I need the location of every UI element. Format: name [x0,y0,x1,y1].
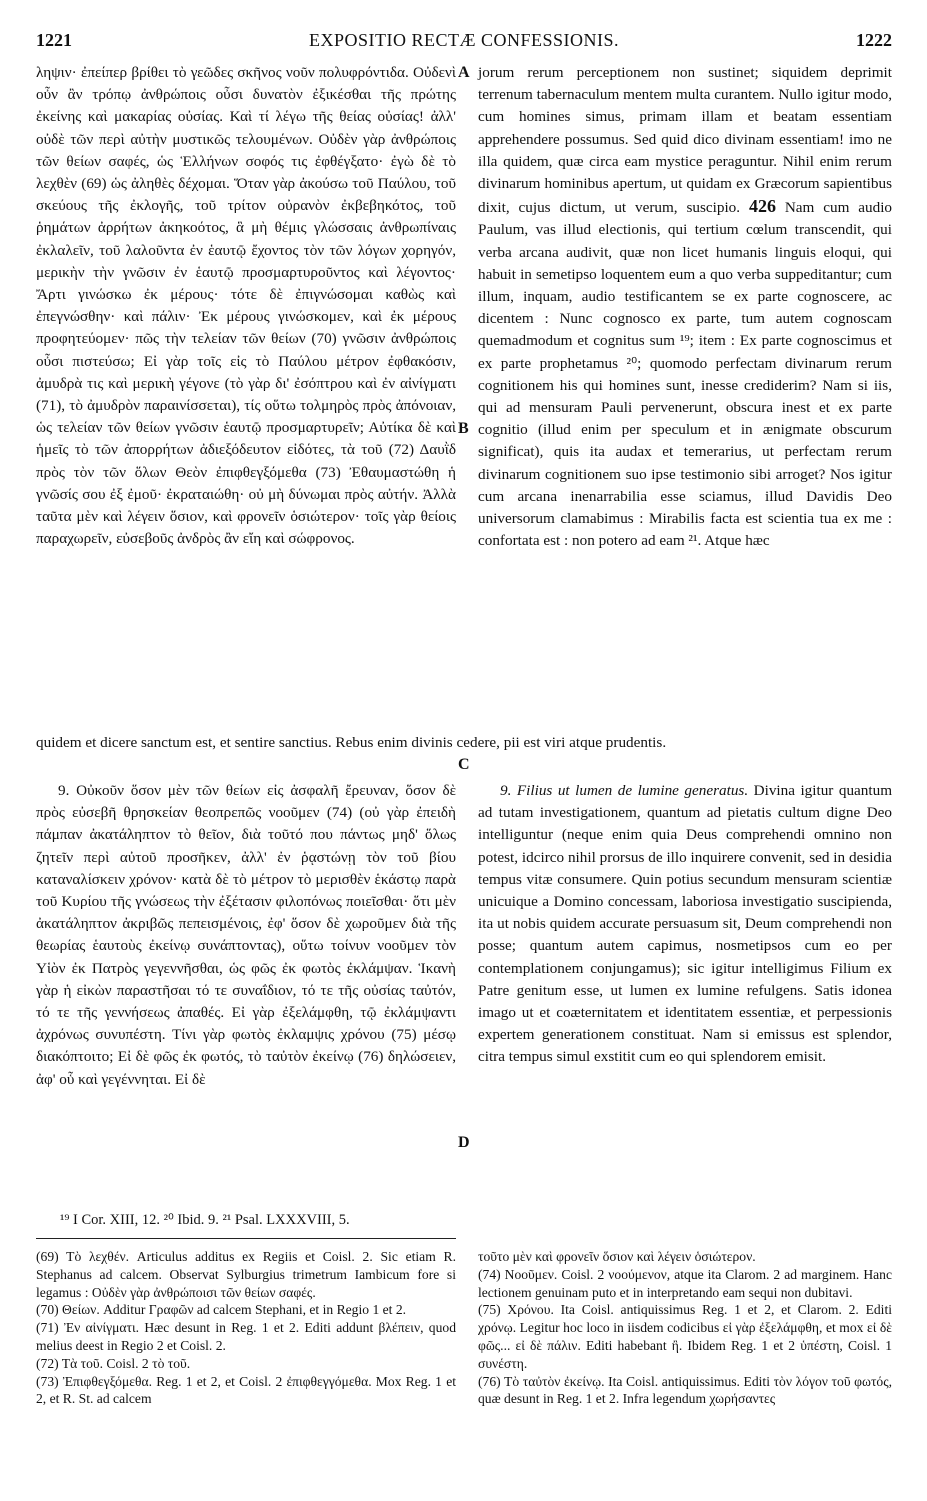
margin-letter-c: C [458,756,470,773]
notes-column-left [36,1248,456,1408]
latin-paragraph-bottom [478,780,892,1069]
margin-letter-d: D [458,1134,470,1151]
column-number-marker: 426 [748,196,776,217]
scripture-references: ¹⁹ I Cor. XIII, 12. ²⁰ Ibid. 9. ²¹ Psal. LXXXVIII, 5. [60,1212,350,1228]
note-75: (75) Χρόνου. Ita Coisl. antiquissimus Reg. 1 et 2, et Clarom. 2. Editi χρόνῳ. Legitur hoc loco in iisdem codicibus εἰ γὰρ ἐξελάμφθη, et mox εἰ δὲ φῶς... εἰ δὲ πάλιν. Editi habebant ἢ. Ibidem Reg. 1 et 2 ὑπέστη, Coisl. 1 συνέστη. [478,1302,892,1371]
latin-paragraph-top [478,62,892,552]
greek-paragraph-bottom: 9. Οὐκοῦν ὅσον μὲν τῶν θείων εἰς ἀσφαλῆ ἔρευναν, ὅσον δὲ πρὸς εὐσεβῆ θρησκείαν θεοπρεπῶς νοοῦμεν (74) (οὐ γὰρ ἐπειδὴ πάμπαν ἀκατάληπτον τὸ θεῖον, διὰ τοῦτό που πάντως μηδ' ὅλως ζητεῖν περὶ αὐτοῦ προσῆκεν, ἀλλ' ἐν ῥᾳστώνῃ τὸν τοῦ βίου καταναλίσκειν χρόνον· κατὰ δὲ τὸ μέτρον τὸ μερισθὲν ἑκάστῳ παρὰ τοῦ Κυρίου τῆς γνώσεως τὴν ἐξέτασιν φιλοπόνως ποιεῖσθαι· ὅτι μὲν ἀκατάληπτον ἀκριβῶς πεπεισμένοις, ἐφ' ὅσον δὲ χωροῦμεν διὰ τῆς θεωρίας ἑαυτοὺς ἐκείνῳ συνάπτοντας), οὕτω τοίνυν νοοῦμεν τὸν Υἱὸν ἐκ Πατρὸς γεγεννῆσθαι, ὡς φῶς ἐκ φωτὸς ἐκλάμψαν. Ἱκανὴ γὰρ ἡ εἰκὼν παραστῆσαι τό τε συναΐδιον, τό τε τῆς οὐσίας ταὐτόν, τό τε τῆς γεννήσεως ἀπαθές. Εἰ γὰρ ἐξελάμφθη, τῷ ἐκλάμψαντι ἀχρόνως συνυπέστη. Τίνι γὰρ φωτὸς ἐκλαμψις χρόνου (75) μέσῳ διακόπτοιτο; Εἰ δὲ φῶς ἐκ φωτός, τὸ ταὐτὸν ἐκείνῳ (76) δηλώσειεν, ἀφ' οὗ καὶ γεγέννηται. Εἰ δὲ [36,782,456,1088]
greek-column-top [36,62,456,550]
note-73: (73) Ἐπιφθεγξόμεθα. Reg. 1 et 2, et Coisl. 2 ἐπιφθεγγόμεθα. Mox Reg. 1 et 2, et R. St. ad calcem [36,1373,456,1407]
running-title: EXPOSITIO RECTÆ CONFESSIONIS. [308,30,620,50]
page-number-left: 1221 [36,30,72,50]
greek-column-bottom [36,780,456,1091]
latin-column-bottom [478,780,892,1069]
latin-text-part1: jorum rerum perceptionem non sustinet; siquidem deprimit terrenum tabernaculum mentem multa curantem. Nullo igitur modo, cum homines simus, primam illam et beatam essentiam apprehendere possumus. Sed quid dico divinam essentiam! imo ne illa quidem, quæ circa eam mystice peraguntur. Nihil enim rerum divinarum hominibus apertum, ut quidam ex Græcorum sapientibus dixit, cujus dictum, ut verum, suscipio. [478,64,892,217]
latin-full-width-line: quidem et dicere sanctum est, et sentire sanctius. Rebus enim divinis cedere, pii est viri atque prudentis. [36,734,667,751]
note-72: (72) Τὰ τοῦ. Coisl. 2 τὸ τοῦ. [36,1355,191,1371]
note-69: (69) Τὸ λεχθέν. Articulus additus ex Regiis et Coisl. 2. Sic etiam R. Stephanus ad calcem. Observat Sylburgius trimetrum Iambicum fore si legamus : Οὐδὲν γὰρ ἀνθρώποισι τῶν θείων σαφές. [36,1249,456,1300]
latin-text-part2: Nam cum audio Paulum, vas illud electionis, qui tertium cœlum transcendit, qui verba arcana audivit, quæ non licet humanis linguis eloqui, qui habuit in semetipso loquentem eum a quo verba suppeditantur; cum illum, inquam, audio testificantem se ex parte cognoscere, ac dicentem : Nunc cognosco ex parte, tum autem cognoscam quemadmodum et cognitus sum ¹⁹; item : Ex parte cognoscimus et ex parte prophetamus ²⁰; quomodo perfectam divinarum rerum cognitionem his qui homines sunt, inesse crediderim? Nam si iis, qui ad mensuram Pauli pervenerunt, obscura inest et ex parte cognitio (illud enim per speculum et in ænigmate obscurum significat), quis ita audax et temerarius, ut perfectam rerum divinarum cognitionem suo ipse testimonio sibi arroget? Nos igitur cum arcana inenarrabilia esse sciamus, illud Davidis Deo universorum clamabimus : Mirabilis facta est scientia tua ex me : confortata est : non potero ad eam ²¹. Atque hæc [478,199,893,550]
page-header [36,30,892,56]
page-number-right: 1222 [856,30,892,50]
note-74: (74) Νοοῦμεν. Coisl. 2 νοούμενον, atque ita Clarom. 2 ad marginem. Hanc lectionem genuinam puto et in interpretando eam sequi non dubitavi. [478,1266,892,1300]
margin-letter-b: B [458,420,469,437]
section-heading: 9. Filius ut lumen de lumine generatus. [500,782,749,799]
note-73-continued: τοῦτο μὲν καὶ φρονεῖν ὅσιον καὶ λέγειν ὁσιώτερον. [478,1249,756,1264]
notes-separator [36,1238,456,1239]
latin-column-top [478,62,892,552]
notes-column-right [478,1248,892,1408]
margin-letter-a: A [458,64,470,81]
latin-bottom-text: Divina igitur quantum ad tutam investigationem, quantum ad pietatis cultum digne Deo intelliguntur (neque enim quia Deus comprehendi omnino non potest, idcirco nihil prorsus de illo inquirere convenit, sed in desidia tempus vitæ consumere. Quin potius secundum mensuram scientiæ unicuique a Domino concessam, laboriosa investigatio suscipienda, ita ut nobis quidem accurate persuasum sit, Deum comprehendi non posse; quantum autem capimus, nosmetipsos cum eo per contemplationem conjungamus); sic igitur intelligimus Filium ex Patre genitum esse, ut lumen ex lumine refulgens. Satis idonea imago ut et coæternitatem et identitatem essentiæ, et perpessionis expertem generationem constituat. Nam si emissus est splendor, citra tempus simul exstitit cum eo qui splendorem emisit. [478,782,893,1066]
note-71: (71) Ἐν αἰνίγματι. Hæc desunt in Reg. 1 et 2. Editi addunt βλέπειν, quod melius deest in Regio 2 et Coisl. 2. [36,1320,456,1353]
note-76: (76) Τὸ ταὐτὸν ἐκείνῳ. Ita Coisl. antiquissimus. Editi τὸν λόγον τοῦ φωτός, quæ desunt in Reg. 1 et 2. Infra legendum χωρήσαντες [478,1373,892,1407]
note-70: (70) Θείων. Additur Γραφῶν ad calcem Stephani, et in Regio 1 et 2. [36,1302,407,1318]
greek-paragraph-top: ληψιν· ἐπείπερ βρίθει τὸ γεῶδες σκῆνος νοῦν πολυφρόντιδα. Οὐδενὶ οὖν ἂν τρόπῳ ἀνθρώποις οὖσι δυνατὸν ἐξικέσθαι τῆς πρώτης ἐκείνης καὶ μακαρίας οὐσίας. Καὶ τί λέγω τῆς θείας οὐσίας! ἀλλ' οὐδὲ τῶν περὶ αὐτὴν μυστικῶς τελουμένων. Οὐδὲν γὰρ ἀνθρώποις τῶν θείων σαφές, ὡς Ἑλλήνων σοφός τις ἐφθέγξατο· ἐγὼ δὲ τὸ λεχθὲν (69) ὡς ἀληθὲς δέχομαι. Ὅταν γὰρ ἀκούσω τοῦ Παύλου, τοῦ σκεύους τῆς ἐκλογῆς, τοῦ τρίτον οὐρανὸν ἐκβεβηκότος, τοῦ ῥημάτων ἀρρήτων ἀκηκοότος, ἃ μὴ θέμις γλώσσαις ἀνθρωπίναις ἐκλαλεῖν, τοῦ λαλοῦντα ἐν ἑαυτῷ ἔχοντος τὸν τῶν λόγων χορηγόν, μερικὴν τὴν γνῶσιν ἐν ἑαυτῷ προσμαρτυροῦντος καὶ λέγοντος· Ἄρτι γινώσκω ἐκ μέρους· τότε δὲ ἐπιγνώσομαι καθὼς καὶ ἐπεγνώσθην· καὶ πάλιν· Ἐκ μέρους γινώσκομεν, καὶ ἐκ μέρους προφητεύομεν· πῶς τὴν τελείαν τῶν θείων (70) γνῶσιν ἀνθρώποις οὖσι πιστεύσω; Εἰ γὰρ τοῖς εἰς τὸ Παύλου μέτρον ἐφθακόσιν, ἀμυδρὰ τις καὶ μερικὴ γέγονε (τὸ γὰρ δι' ἐσόπτρου καὶ ἐν αἰνίγματι (71), τὸ ἀμυδρὸν παραινίσσεται), τίς οὕτω τολμηρὸς πρὸς ἀπόνοιαν, ὡς τελείαν τῶν θείων γνῶσιν ἑαυτῷ προσμαρτυρεῖν; Αὐτίκα δὲ καὶ ἡμεῖς τὸ τῶν ἀπορρήτων ἀδιεξόδευτον εἰδότες, τὰ τοῦ (72) Δαυῒδ πρὸς τὸν τῶν ὅλων Θεὸν ἐπιφθεγξόμεθα (73) Ἐθαυμαστώθη ἡ γνῶσίς σου ἐξ ἐμοῦ· ἐκραταιώθη· οὐ μὴ δύνωμαι πρὸς αὐτήν. Ἀλλὰ ταῦτα μὲν καὶ λέγειν ὅσιον, καὶ φρονεῖν ὁσιώτερον· τοῖς γὰρ θείοις παραχωρεῖν, εὐσεβοῦς ἀνδρὸς ἂν εἴη καὶ σώφρονος. [36,64,456,548]
